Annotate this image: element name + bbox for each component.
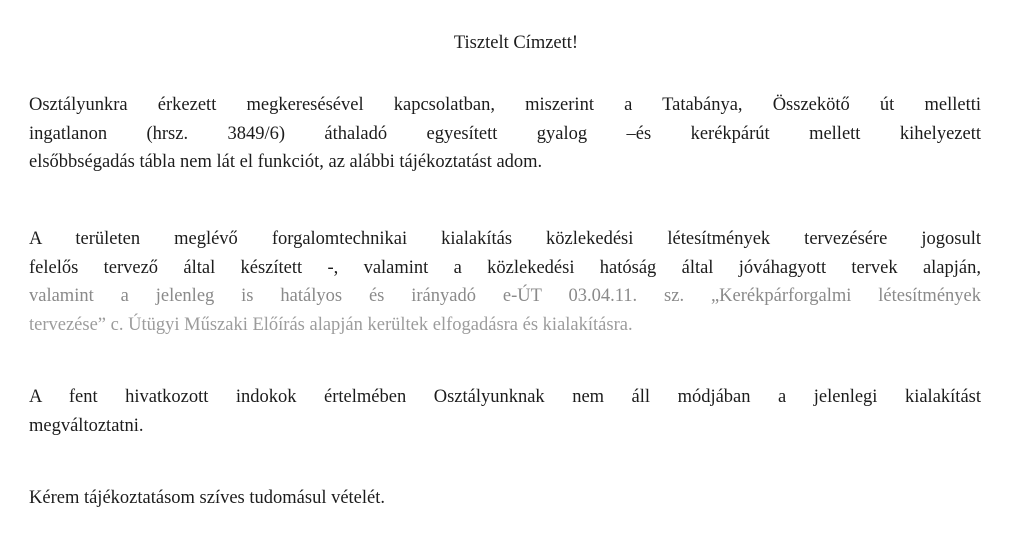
paragraph-line: Kérem tájékoztatásom szíves tudomásul vételét. — [29, 488, 386, 508]
paragraph-line: megváltoztatni. — [29, 415, 144, 436]
paragraph-line: ingatlanon (hrsz. 3849/6) áthaladó egyesített gyalog –és kerékpárút mellett kihelyezett — [29, 123, 981, 144]
paragraph-line: tervezése” c. Útügyi Műszaki Előírás alapján kerültek elfogadásra és kialakításra. — [29, 314, 633, 335]
salutation: Tisztelt Címzett! — [453, 33, 579, 53]
paragraph-request-reference — [29, 91, 981, 177]
paragraph-line: felelős tervező által készített -, valamint a közlekedési hatóság által jóváhagyott tervek alapján, — [29, 257, 981, 278]
paragraph-line: A fent hivatkozott indokok értelmében Osztályunknak nem áll módjában a jelenlegi kialakítást — [29, 387, 981, 407]
paragraph-line: A területen meglévő forgalomtechnikai kialakítás közlekedési létesítmények tervezésére jogosult — [29, 229, 981, 249]
paragraph-design-basis — [29, 225, 981, 339]
paragraph-line: valamint a jelenleg is hatályos és irányadó e-ÚT 03.04.11. sz. „Kerékpárforgalmi létesítmények — [29, 286, 981, 306]
paragraph-decision — [29, 383, 981, 440]
paragraph-line: elsőbbségadás tábla nem lát el funkciót, az alábbi tájékoztatást adom. — [29, 152, 543, 172]
paragraph-line: Osztályunkra érkezett megkeresésével kapcsolatban, miszerint a Tatabánya, Összekötő út melletti — [29, 95, 981, 115]
closing-sentence — [29, 484, 981, 513]
